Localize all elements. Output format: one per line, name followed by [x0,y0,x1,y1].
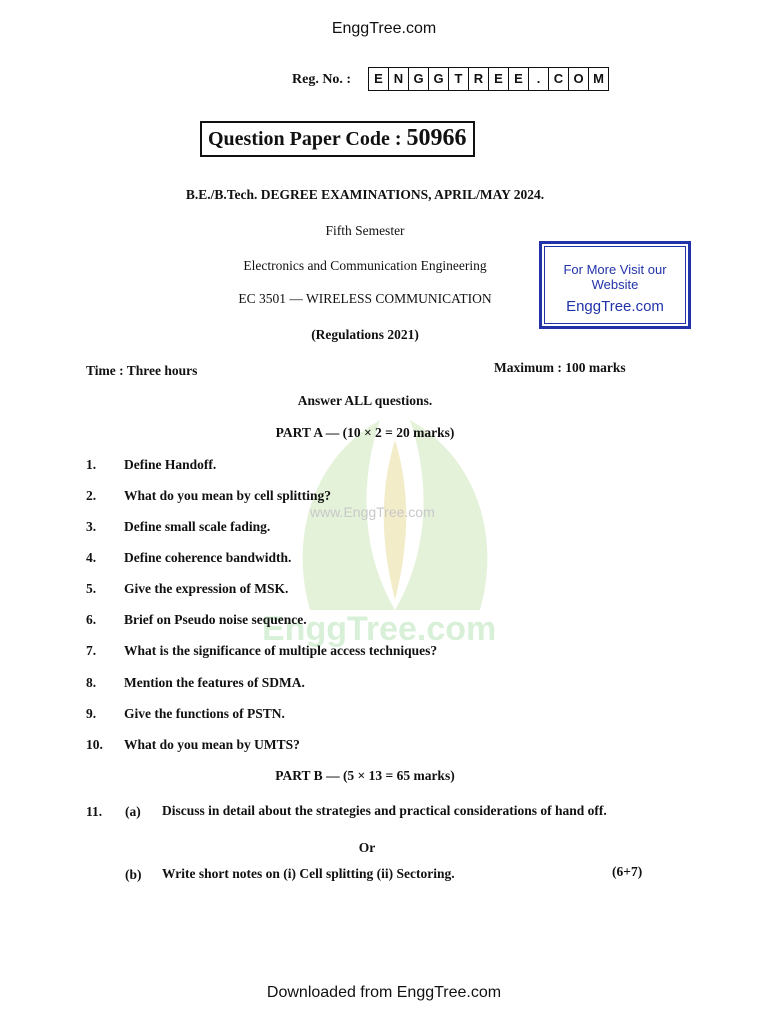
option-label: (a) [125,804,141,819]
instruction: Answer ALL questions. [297,393,433,408]
question-row [86,550,291,566]
visit-line-2: EnggTree.com [566,298,664,315]
reg-char: O [569,68,589,90]
question-number: 9. [86,706,97,721]
question-row [86,737,300,753]
question-row [86,488,331,504]
question-text: Define small scale fading. [124,519,271,534]
question-row [86,612,307,628]
question-paper-code [200,121,475,157]
question-text: Give the expression of MSK. [124,581,289,596]
semester: Fifth Semester [325,223,405,238]
department: Electronics and Communication Engineering [243,258,487,273]
reg-char: G [429,68,449,90]
reg-char: R [469,68,489,90]
max-marks: Maximum : 100 marks [494,360,626,375]
question-number: 11. [86,804,103,819]
regulations: (Regulations 2021) [311,327,419,342]
question-text: Mention the features of SDMA. [124,675,305,690]
visit-line-1: For More Visit our Website [563,262,667,292]
reg-char: C [549,68,569,90]
reg-no-boxes [368,67,609,91]
question-number: 8. [86,675,97,690]
question-number: 6. [86,612,97,627]
question-text: What do you mean by UMTS? [124,737,300,752]
question-number: 1. [86,457,97,472]
reg-char: N [389,68,409,90]
question-number: 2. [86,488,97,503]
reg-no-label: Reg. No. : [292,72,352,87]
part-a-heading: PART A — (10 × 2 = 20 marks) [275,425,455,440]
reg-char: E [489,68,509,90]
question-row [86,519,270,535]
reg-char: T [449,68,469,90]
question-text: Define Handoff. [124,457,217,472]
question-number: 4. [86,550,97,565]
watermark-url: www.EnggTree.com [310,504,435,520]
reg-char: . [529,68,549,90]
question-row [86,581,288,597]
question-marks: (6+7) [612,864,643,879]
question-row [86,706,285,722]
question-text: Define coherence bandwidth. [124,550,292,565]
question-number: 5. [86,581,97,596]
question-number: 3. [86,519,97,534]
question-text: Brief on Pseudo noise sequence. [124,612,307,627]
reg-char: E [369,68,389,90]
part-b-heading: PART B — (5 × 13 = 65 marks) [275,768,455,783]
reg-char: G [409,68,429,90]
option-label: (b) [125,867,142,882]
course-title: EC 3501 — WIRELESS COMMUNICATION [238,291,492,306]
visit-website-box[interactable] [539,241,691,329]
question-text: Give the functions of PSTN. [124,706,285,721]
site-header: EnggTree.com [331,20,437,37]
question-row [86,675,305,691]
question-paper-code-value: 50966 [406,125,467,151]
question-paper-code-label: Question Paper Code : [208,128,402,150]
question-number: 10. [86,737,103,752]
watermark-brand: EnggTree.com [262,610,497,648]
or-separator: Or [358,840,376,855]
exam-title: B.E./B.Tech. DEGREE EXAMINATIONS, APRIL/MAY 2024. [185,187,545,202]
question-number: 7. [86,643,97,658]
question-text: What is the significance of multiple access techniques? [124,643,438,658]
question-text: Write short notes on (i) Cell splitting (ii) Sectoring. [162,866,455,881]
question-row [86,643,437,659]
reg-char: E [509,68,529,90]
question-row [86,457,216,473]
question-text: Discuss in detail about the strategies and practical considerations of hand off. [162,803,607,818]
site-footer: Downloaded from EnggTree.com [266,984,502,1001]
reg-char: M [593,71,604,86]
exam-duration: Time : Three hours [86,363,198,378]
question-text: What do you mean by cell splitting? [124,488,332,503]
